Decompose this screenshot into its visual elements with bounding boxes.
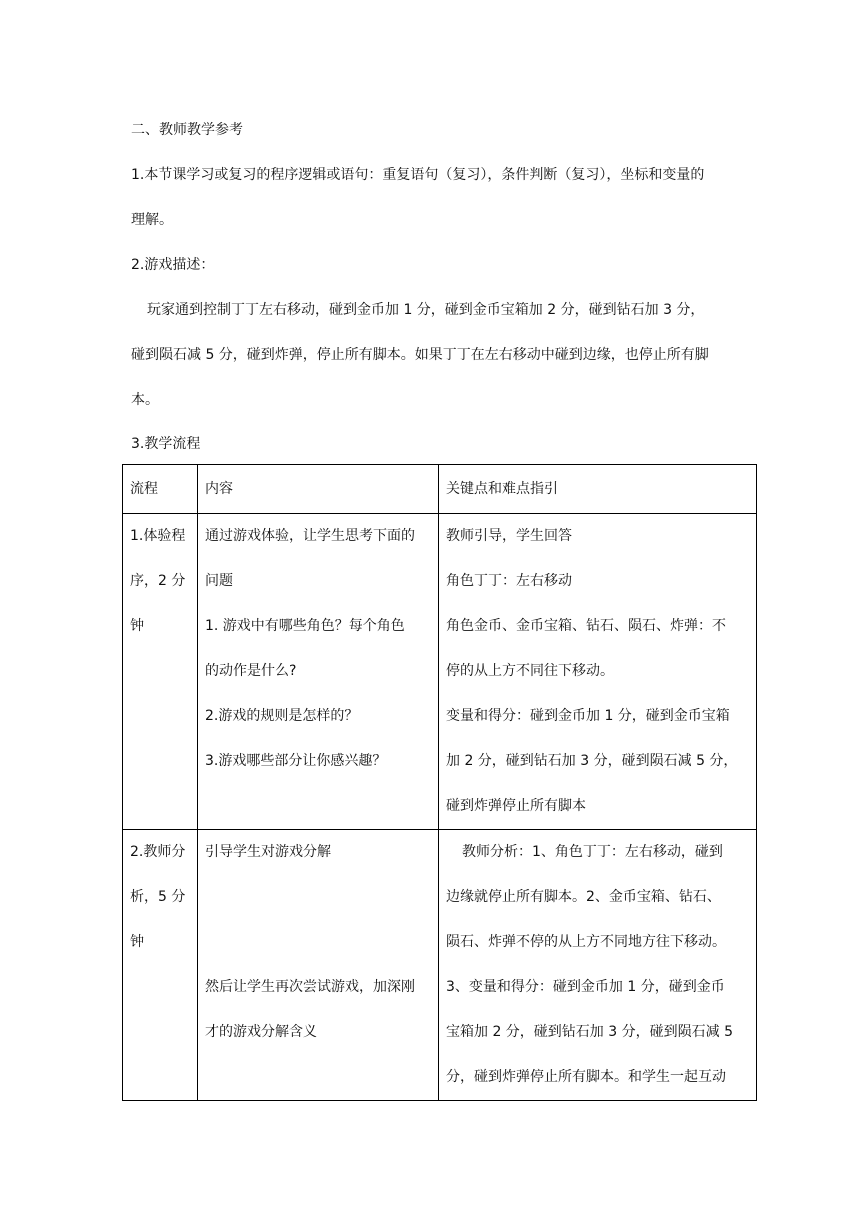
header-process: 流程 <box>123 465 198 514</box>
teaching-process-table <box>122 464 757 1101</box>
row1-key: 教师引导，学生回答 角色丁丁：左右移动 角色金币、金币宝箱、钻石、陨石、炸弹：不 停的从上方不同往下移动。 变量和得分：碰到金币加 1 分，碰到金币宝箱 加 2 分，碰到钻石加 3 分，碰到陨石减 5 分， 碰到炸弹停止所有脚本 <box>439 514 757 830</box>
section-title: 二、教师教学参考 <box>131 122 243 138</box>
row1-process: 1.体验程 序，2 分 钟 <box>123 514 198 830</box>
row2-process: 2.教师分 析，5 分 钟 <box>123 830 198 1101</box>
table-row <box>123 830 757 1101</box>
row2-content: 引导学生对游戏分解 然后让学生再次尝试游戏，加深刚 才的游戏分解含义 <box>198 830 439 1101</box>
item2-heading: 2.游戏描述： <box>131 257 215 273</box>
table-row <box>123 514 757 830</box>
item2-line: 碰到陨石减 5 分，碰到炸弹，停止所有脚本。如果丁丁在左右移动中碰到边缘，也停止所有脚 <box>131 347 709 363</box>
item1-line1: 1.本节课学习或复习的程序逻辑或语句：重复语句（复习），条件判断（复习），坐标和变量的 <box>131 167 705 183</box>
row2-key: 教师分析：1、角色丁丁：左右移动，碰到 边缘就停止所有脚本。2、金币宝箱、钻石、 陨石、炸弹不停的从上方不同地方往下移动。 3、变量和得分：碰到金币加 1 分，碰到金币 宝箱加 2 分，碰到钻石加 3 分，碰到陨石减 5 分，碰到炸弹停止所有脚本。和学生一起互动 <box>439 830 757 1101</box>
item3-heading: 3.教学流程 <box>131 436 201 452</box>
table-header-row <box>123 465 757 514</box>
item2-line: 玩家通到控制丁丁左右移动，碰到金币加 1 分，碰到金币宝箱加 2 分，碰到钻石加 3 分， <box>147 302 705 318</box>
header-key: 关键点和难点指引 <box>439 465 757 514</box>
item1-line2: 理解。 <box>131 212 173 228</box>
header-content: 内容 <box>198 465 439 514</box>
item2-line: 本。 <box>131 392 159 408</box>
row1-content: 通过游戏体验，让学生思考下面的 问题 1. 游戏中有哪些角色？每个角色 的动作是什么? 2.游戏的规则是怎样的？ 3.游戏哪些部分让你感兴趣？ <box>198 514 439 830</box>
